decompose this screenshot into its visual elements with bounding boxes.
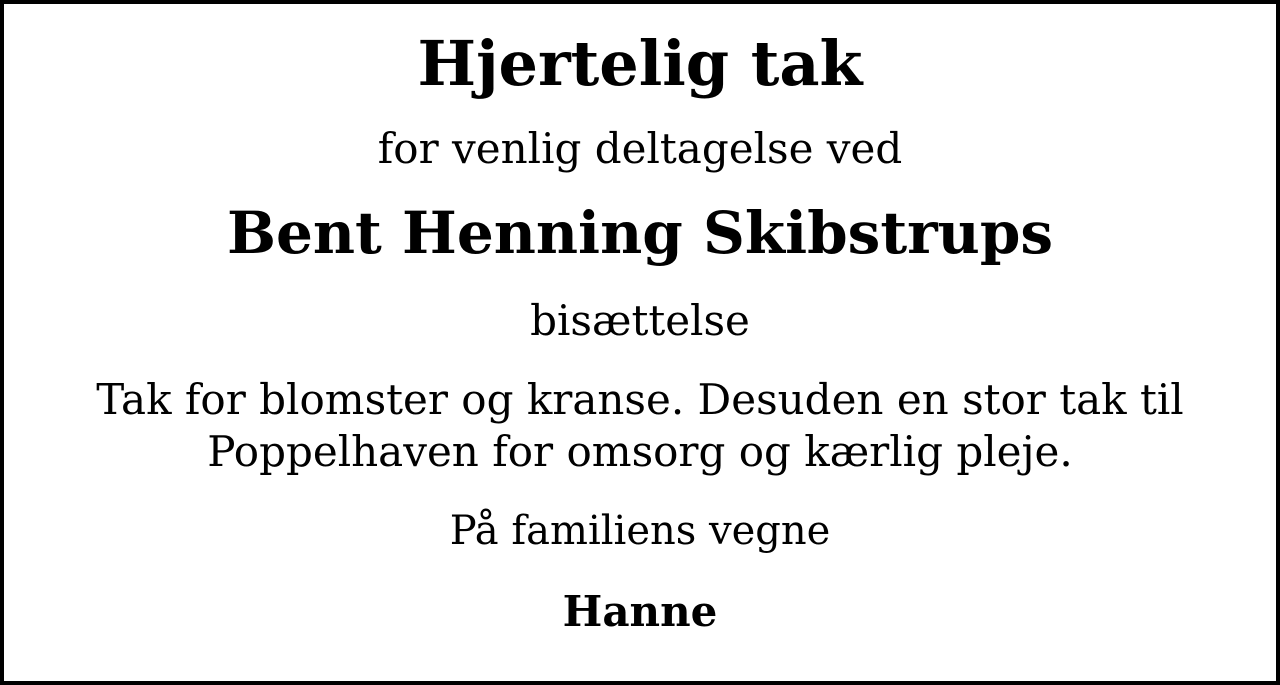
notice-subtitle: for venlig deltagelse ved <box>377 124 903 174</box>
signature-name: Hanne <box>562 586 718 636</box>
notice-title: Hjertelig tak <box>417 27 863 100</box>
closing-line: På familiens vegne <box>449 507 831 554</box>
thank-you-line-2: Poppelhaven for omsorg og kærlig pleje. <box>207 426 1073 476</box>
deceased-name: Bent Henning Skibstrups <box>226 199 1054 268</box>
event-type: bisættelse <box>530 296 750 346</box>
thank-you-line-1: Tak for blomster og kranse. Desuden en stor tak til <box>96 375 1184 425</box>
thank-you-paragraph <box>40 374 1240 476</box>
